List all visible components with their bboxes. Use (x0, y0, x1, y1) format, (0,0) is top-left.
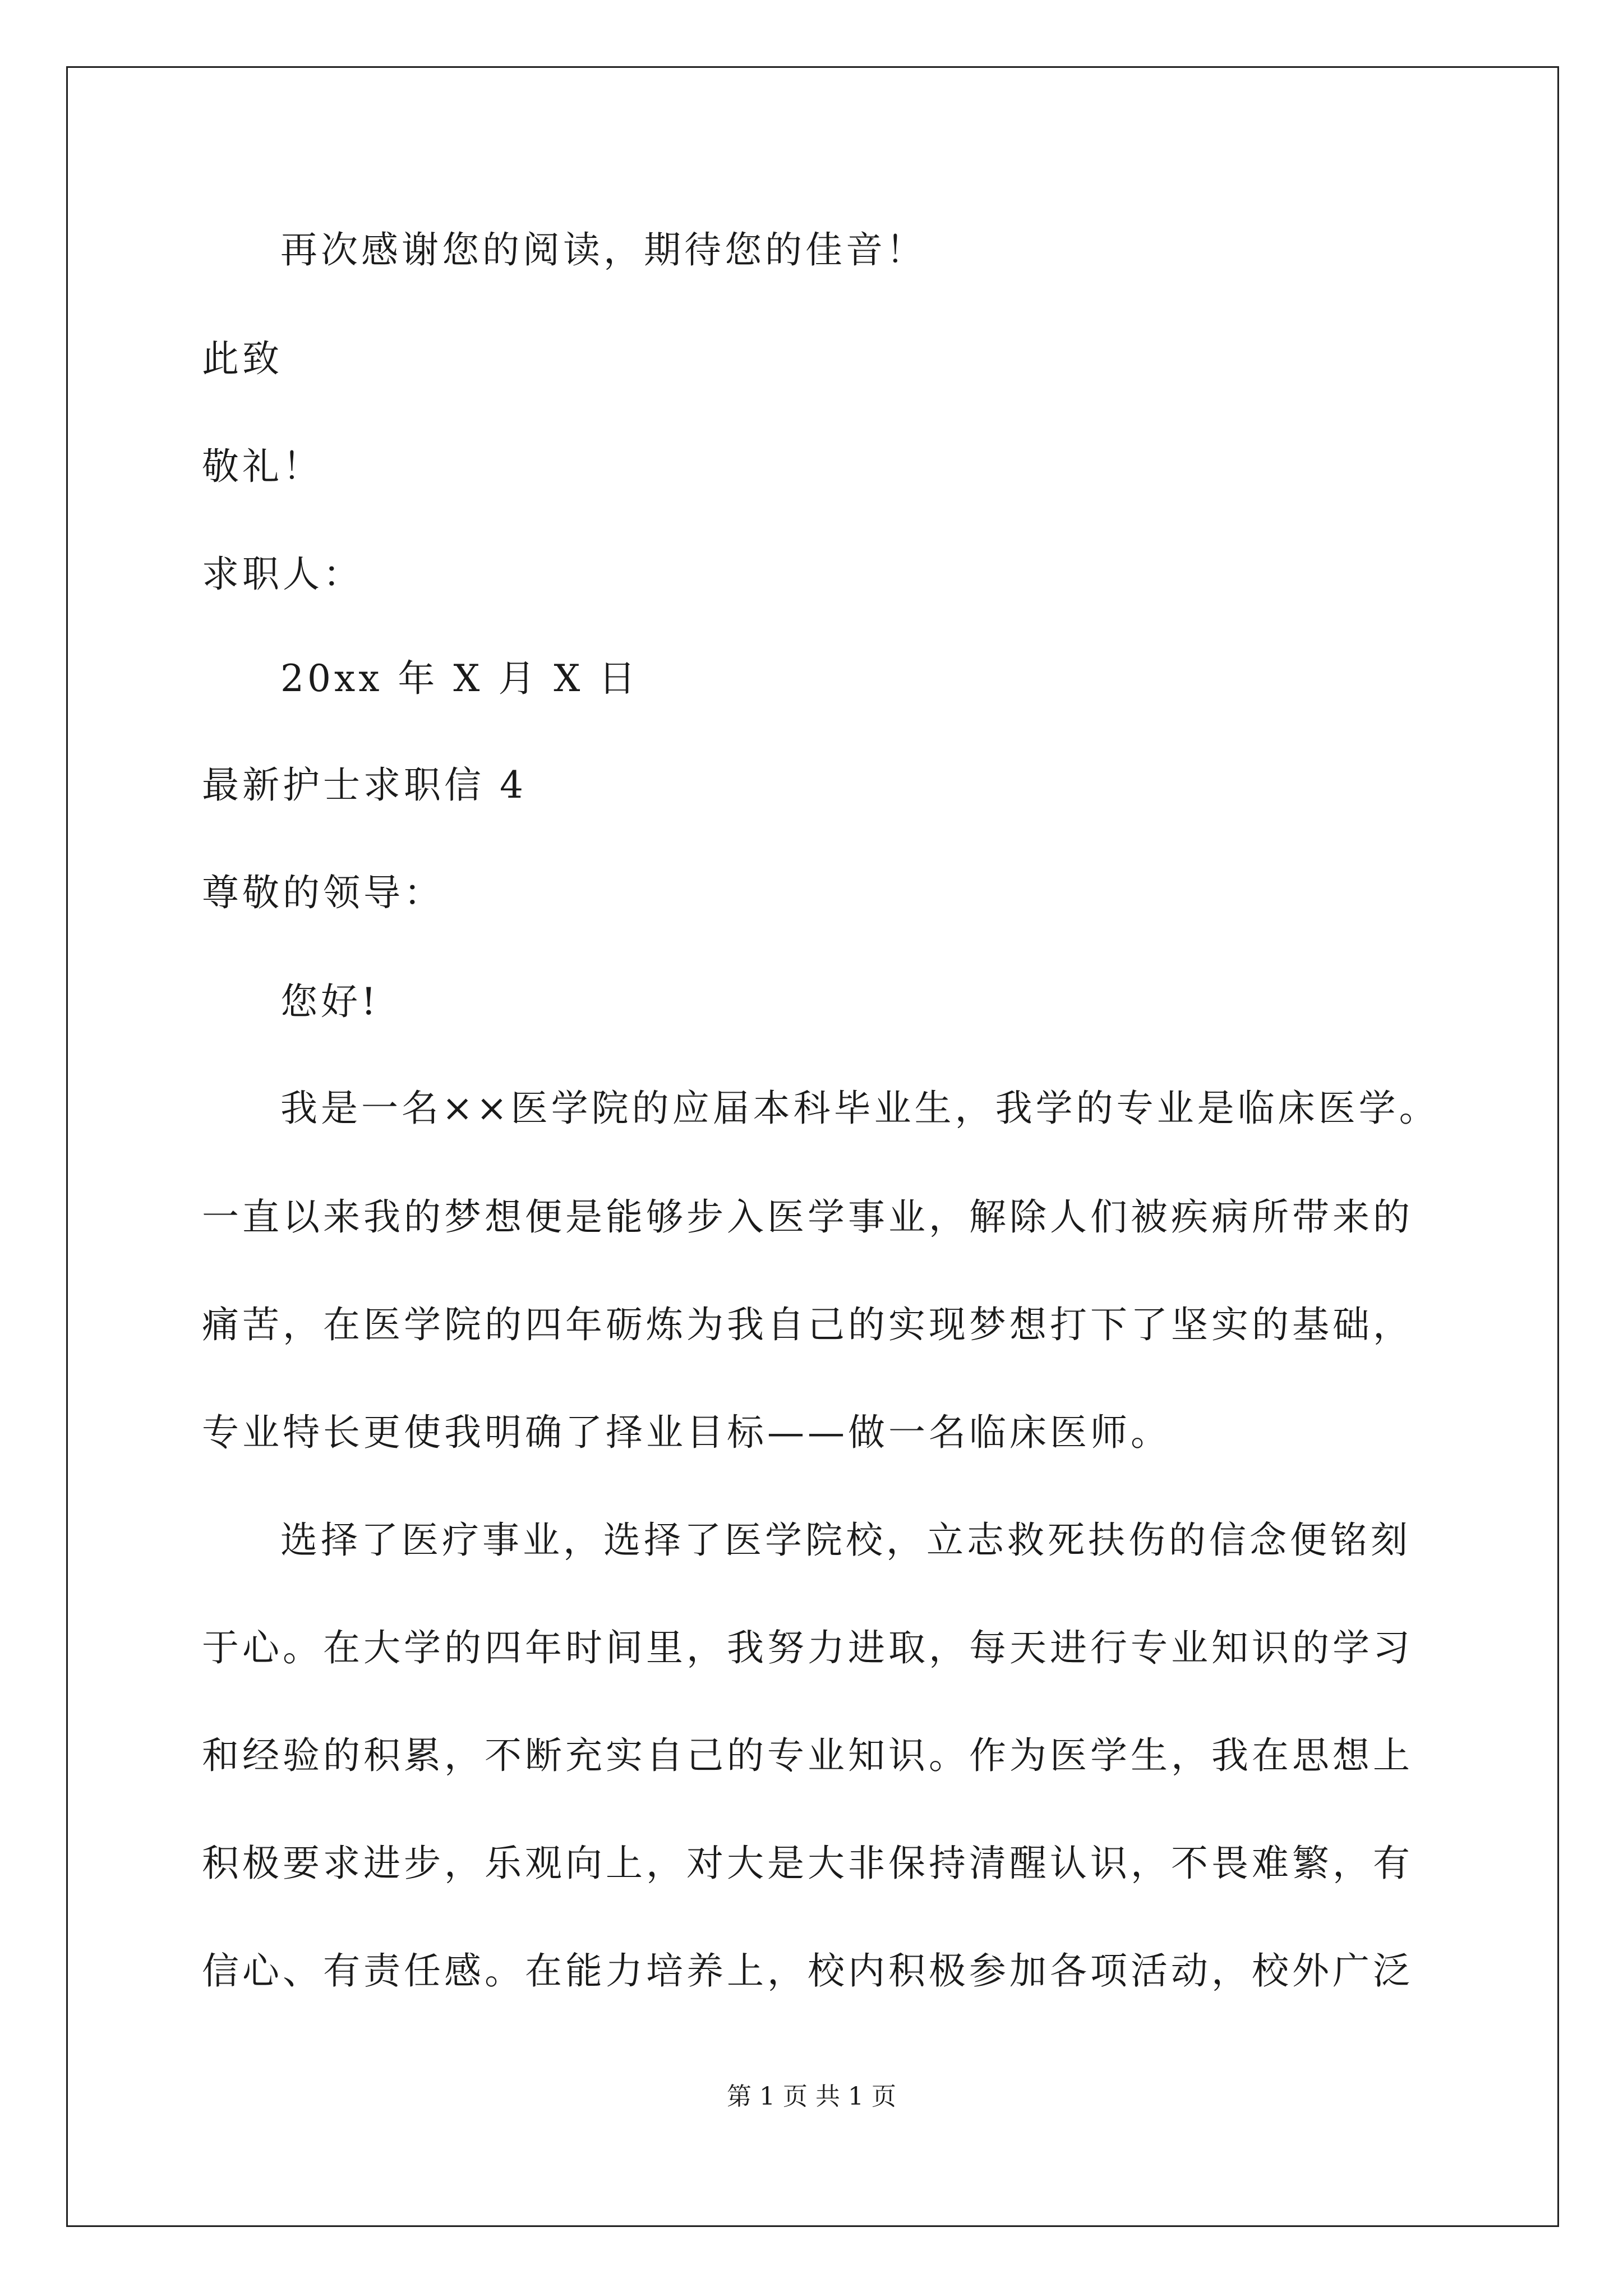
body-line: 痛苦，在医学院的四年砺炼为我自己的实现梦想打下了坚实的基础， (202, 1303, 1413, 1346)
applicant-label: 求职人： (202, 553, 363, 596)
body-line: 于心。在大学的四年时间里，我努力进取，每天进行专业知识的学习 (202, 1626, 1413, 1669)
body-line: 信心、有责任感。在能力培养上，校内积极参加各项活动，校外广泛 (202, 1949, 1413, 1993)
greeting-recipient: 尊敬的领导： (202, 871, 444, 914)
salutation-cizhi: 此致 (202, 337, 283, 380)
page-footer: 第 1 页 共 1 页 (727, 2082, 896, 2111)
body-line: 和经验的积累，不断充实自己的专业知识。作为医学生，我在思想上 (202, 1734, 1413, 1777)
body-line: 积极要求进步，乐观向上，对大是大非保持清醒认识，不畏难繁，有 (202, 1842, 1413, 1885)
body-line: 选择了医疗事业，选择了医学院校，立志救死扶伤的信念便铭刻 (280, 1519, 1411, 1562)
salutation-jingli: 敬礼！ (202, 445, 323, 488)
date-line: 20xx 年 X 月 X 日 (280, 657, 639, 700)
body-line: 一直以来我的梦想便是能够步入医学事业，解除人们被疾病所带来的 (202, 1195, 1413, 1239)
closing-thanks: 再次感谢您的阅读，期待您的佳音！ (280, 228, 926, 272)
body-line: 我是一名××医学院的应届本科毕业生，我学的专业是临床医学。 (280, 1087, 1440, 1130)
section-title: 最新护士求职信 4 (202, 763, 527, 807)
body-line: 专业特长更使我明确了择业目标——做一名临床医师。 (202, 1411, 1171, 1454)
page-frame (66, 66, 1559, 2227)
greeting-hello: 您好! (280, 980, 380, 1023)
